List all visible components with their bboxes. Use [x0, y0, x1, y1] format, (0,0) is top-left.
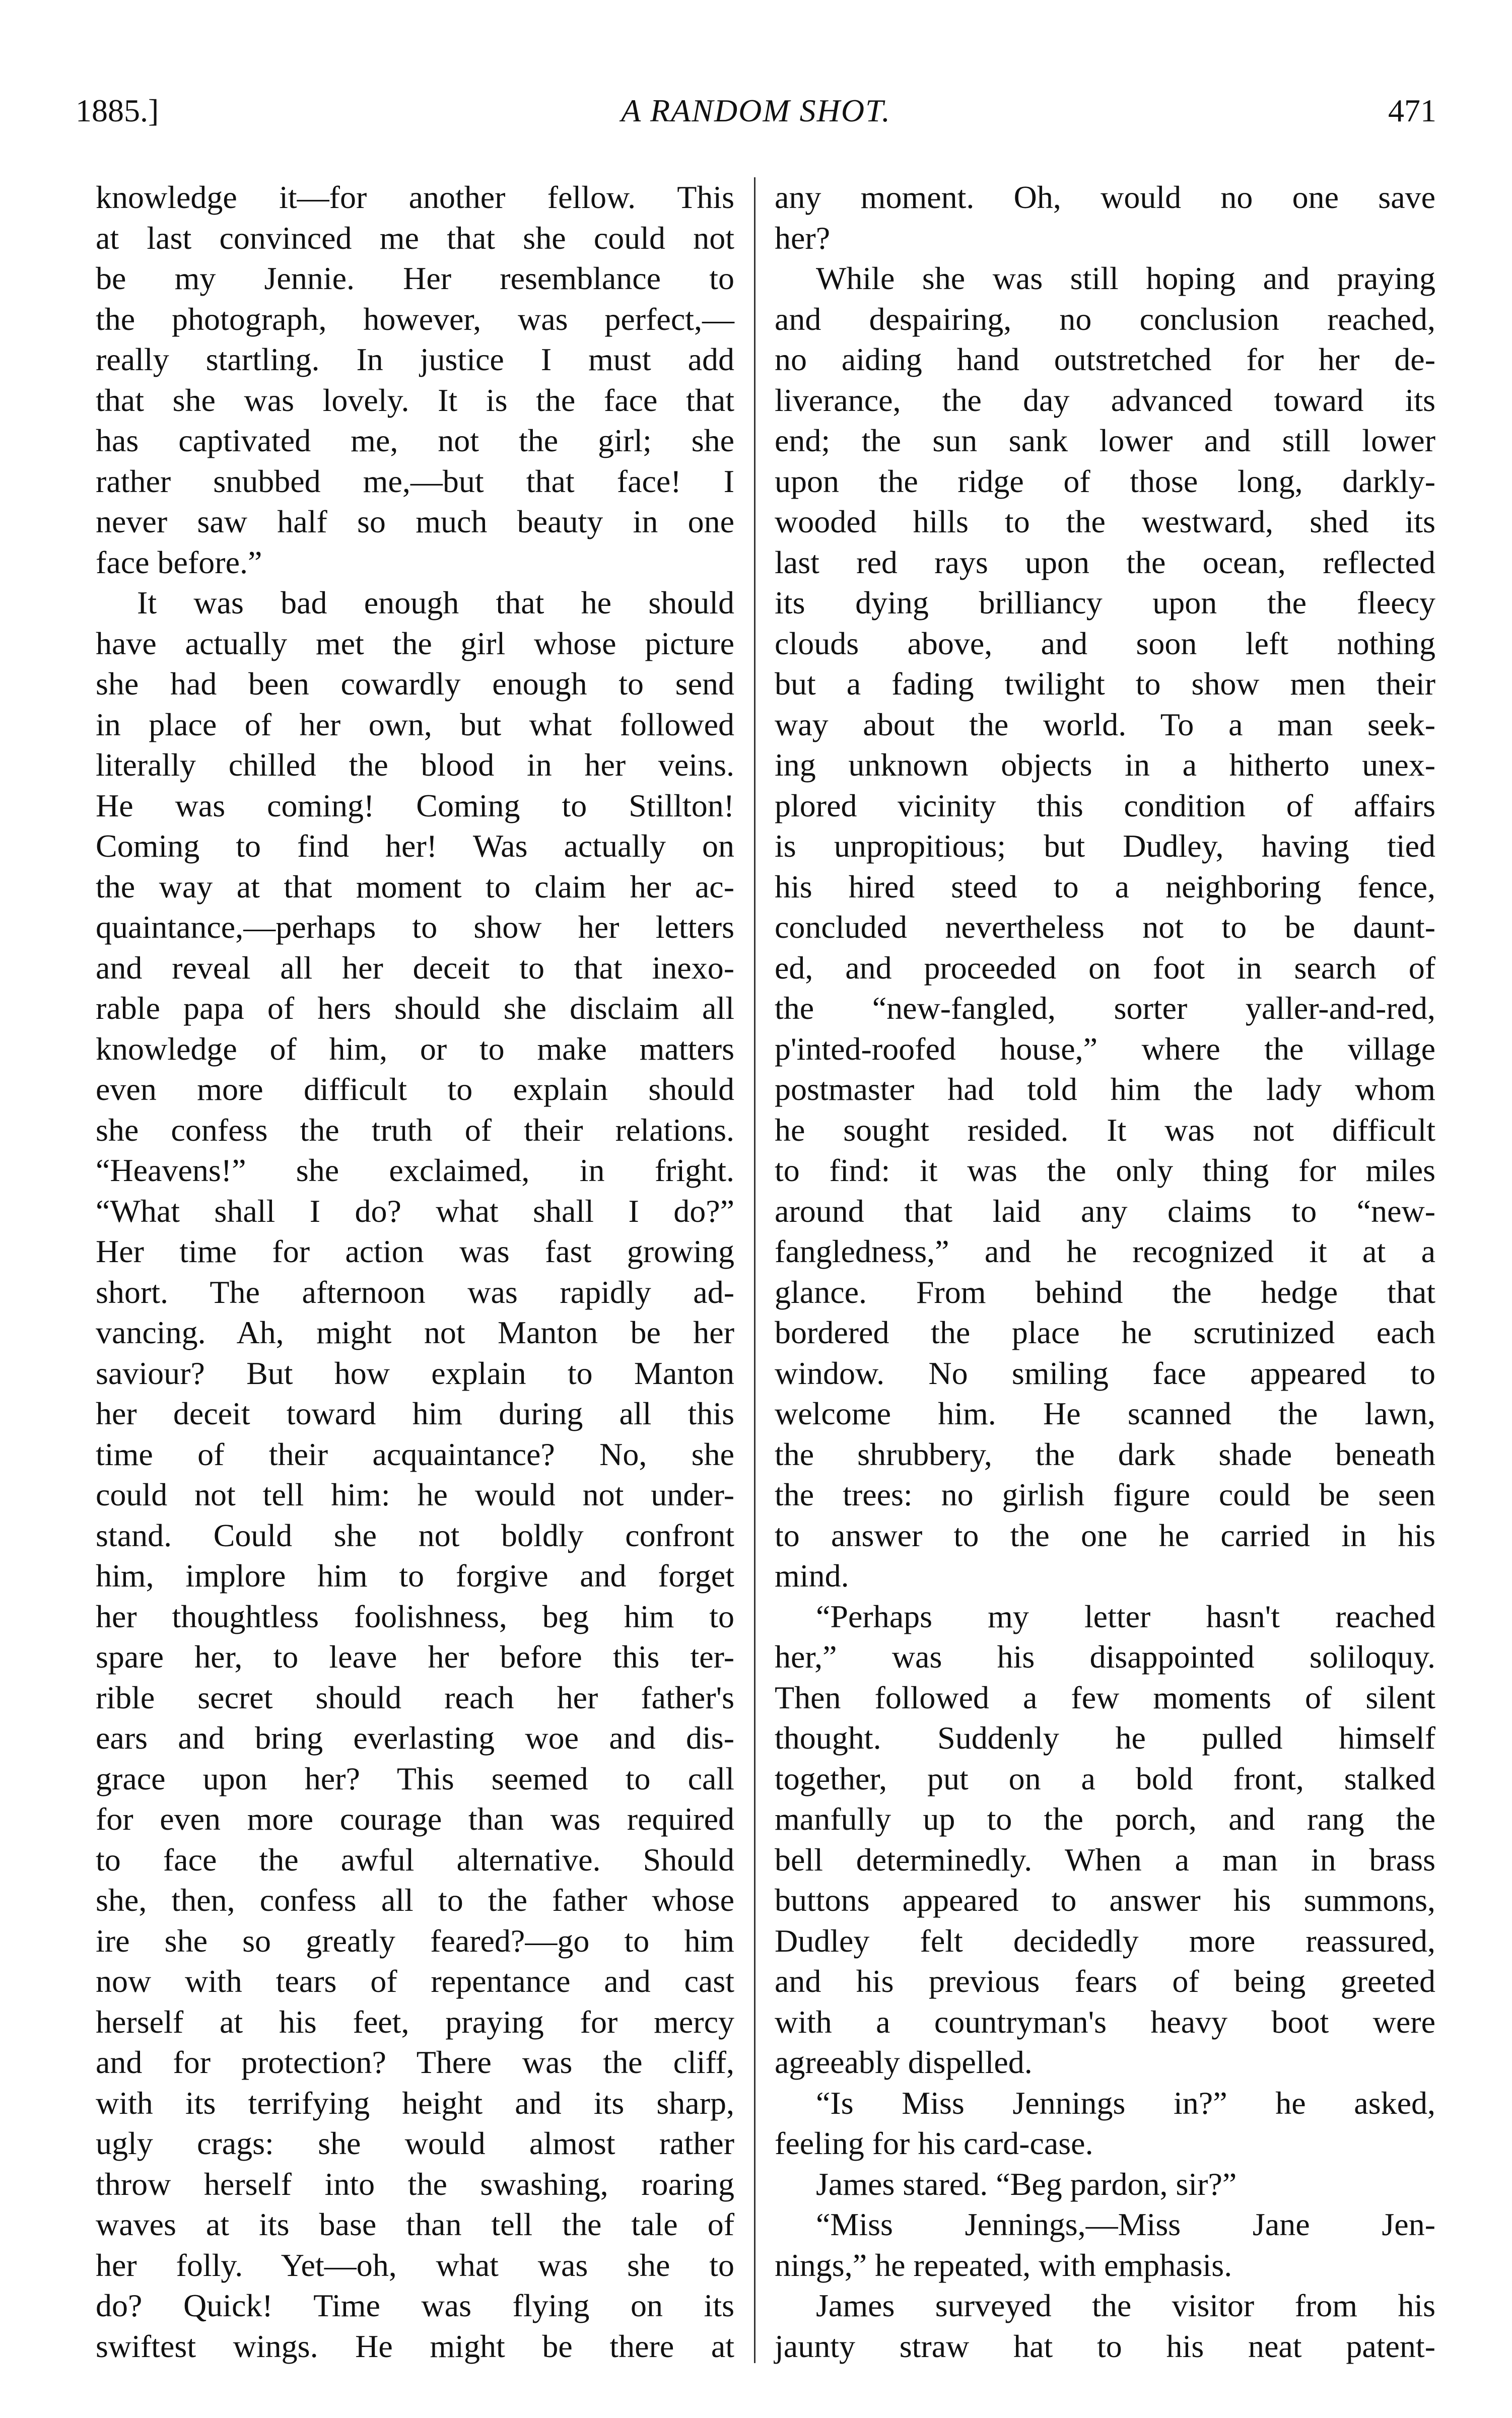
- text-line: rable papa of hers should she disclaim all: [96, 990, 734, 1026]
- text-line: plored vicinity this condition of affairs: [775, 787, 1435, 823]
- text-line: with its terrifying height and its sharp,: [96, 2085, 734, 2121]
- text-line: her deceit toward him during all this: [96, 1396, 734, 1431]
- text-line: him, implore him to forgive and forget: [96, 1558, 734, 1594]
- text-line: ire she so greatly feared?—go to him: [96, 1922, 734, 1959]
- text-line: way about the world. To a man seek-: [775, 706, 1435, 742]
- text-line: jaunty straw hat to his neat patent-: [775, 2328, 1435, 2364]
- text-line: be my Jennie. Her resemblance to: [96, 260, 734, 296]
- text-line: window. No smiling face appeared to: [775, 1355, 1435, 1391]
- text-line: her?: [775, 220, 831, 256]
- text-line: that she was lovely. It is the face that: [96, 382, 734, 418]
- text-line: fangledness,” and he recognized it at a: [775, 1233, 1435, 1269]
- text-line: “Perhaps my letter hasn't reached: [816, 1598, 1435, 1634]
- text-line: the shrubbery, the dark shade beneath: [775, 1436, 1435, 1472]
- text-line: bordered the place he scrutinized each: [775, 1315, 1435, 1350]
- text-line: but a fading twilight to show men their: [775, 666, 1435, 702]
- text-line: her folly. Yet—oh, what was she to: [96, 2247, 734, 2283]
- text-line: she had been cowardly enough to send: [96, 666, 734, 702]
- text-line: spare her, to leave her before this ter-: [96, 1639, 734, 1675]
- text-line: “Heavens!” she exclaimed, in fright.: [96, 1152, 734, 1188]
- text-line: thought. Suddenly he pulled himself: [775, 1720, 1435, 1756]
- text-line: clouds above, and soon left nothing: [775, 625, 1435, 661]
- text-line: nings,” he repeated, with emphasis.: [775, 2247, 1232, 2283]
- text-line: has captivated me, not the girl; she: [96, 423, 734, 458]
- running-head-title: A RANDOM SHOT.: [621, 93, 891, 128]
- text-line: at last convinced me that she could not: [96, 220, 734, 256]
- text-line: saviour? But how explain to Manton: [96, 1355, 734, 1391]
- text-line: she, then, confess all to the father whose: [96, 1882, 734, 1918]
- text-line: knowledge of him, or to make matters: [96, 1030, 734, 1067]
- text-line: throw herself into the swashing, roaring: [96, 2166, 734, 2202]
- text-line: Dudley felt decidedly more reassured,: [775, 1922, 1435, 1959]
- text-line: to answer to the one he carried in his: [775, 1517, 1435, 1553]
- text-line: James surveyed the visitor from his: [816, 2288, 1435, 2323]
- text-line: rible secret should reach her father's: [96, 1679, 734, 1715]
- text-line: glance. From behind the hedge that: [775, 1274, 1435, 1310]
- text-line: any moment. Oh, would no one save: [775, 179, 1435, 215]
- text-line: ears and bring everlasting woe and dis-: [96, 1720, 734, 1756]
- text-line: “What shall I do? what shall I do?”: [96, 1193, 734, 1229]
- text-line: time of their acquaintance? No, she: [96, 1436, 734, 1472]
- text-line: “Is Miss Jennings in?” he asked,: [816, 2085, 1435, 2121]
- text-line: never saw half so much beauty in one: [96, 504, 734, 539]
- text-line: feeling for his card-case.: [775, 2125, 1093, 2161]
- text-line: is unpropitious; but Dudley, having tied: [775, 828, 1435, 864]
- text-line: its dying brilliancy upon the fleecy: [775, 585, 1435, 620]
- text-line: could not tell him: he would not under-: [96, 1477, 734, 1512]
- text-line: herself at his feet, praying for mercy: [96, 2004, 734, 2040]
- text-line: do? Quick! Time was flying on its: [96, 2288, 734, 2323]
- text-line: for even more courage than was required: [96, 1801, 734, 1837]
- text-line: agreeably dispelled.: [775, 2044, 1033, 2080]
- text-line: end; the sun sank lower and still lower: [775, 423, 1435, 458]
- text-line: and his previous fears of being greeted: [775, 1963, 1435, 1999]
- text-line: literally chilled the blood in her veins.: [96, 747, 734, 783]
- text-line: ing unknown objects in a hitherto unex-: [775, 747, 1435, 783]
- text-line: grace upon her? This seemed to call: [96, 1760, 734, 1797]
- text-line: no aiding hand outstretched for her de-: [775, 341, 1435, 377]
- text-line: she confess the truth of their relations.: [96, 1112, 734, 1148]
- text-line: Then followed a few moments of silent: [775, 1679, 1435, 1715]
- text-line: p'inted-roofed house,” where the village: [775, 1030, 1435, 1067]
- text-line: concluded nevertheless not to be daunt-: [775, 909, 1435, 945]
- running-head-year: 1885.]: [76, 93, 159, 128]
- text-line: to face the awful alternative. Should: [96, 1841, 734, 1878]
- text-line: manfully up to the porch, and rang the: [775, 1801, 1435, 1837]
- text-line: liverance, the day advanced toward its: [775, 382, 1435, 418]
- text-line: really startling. In justice I must add: [96, 341, 734, 377]
- text-line: postmaster had told him the lady whom: [775, 1071, 1435, 1107]
- text-line: he sought resided. It was not difficult: [775, 1112, 1435, 1148]
- text-line: bell determinedly. When a man in brass: [775, 1841, 1435, 1878]
- text-line: upon the ridge of those long, darkly-: [775, 463, 1435, 499]
- text-line: her,” was his disappointed soliloquy.: [775, 1639, 1435, 1675]
- text-line: “Miss Jennings,—Miss Jane Jen-: [816, 2206, 1435, 2242]
- text-line: ed, and proceeded on foot in search of: [775, 949, 1435, 986]
- text-line: around that laid any claims to “new-: [775, 1193, 1435, 1229]
- text-line: rather snubbed me,—but that face! I: [96, 463, 734, 499]
- text-line: in place of her own, but what followed: [96, 706, 734, 742]
- text-line: He was coming! Coming to Stillton!: [96, 787, 734, 823]
- text-line: It was bad enough that he should: [137, 585, 734, 620]
- text-line: his hired steed to a neighboring fence,: [775, 868, 1435, 905]
- text-line: buttons appeared to answer his summons,: [775, 1882, 1435, 1918]
- text-line: mind.: [775, 1558, 849, 1594]
- text-line: While she was still hoping and praying: [816, 260, 1435, 296]
- text-line: even more difficult to explain should: [96, 1071, 734, 1107]
- text-line: and for protection? There was the cliff,: [96, 2044, 734, 2080]
- text-line: ugly crags: she would almost rather: [96, 2125, 734, 2161]
- text-line: have actually met the girl whose picture: [96, 625, 734, 661]
- text-line: with a countryman's heavy boot were: [775, 2004, 1435, 2040]
- text-line: last red rays upon the ocean, reflected: [775, 544, 1435, 580]
- text-line: wooded hills to the westward, shed its: [775, 504, 1435, 539]
- text-line: James stared. “Beg pardon, sir?”: [816, 2166, 1237, 2202]
- text-line: to find: it was the only thing for miles: [775, 1152, 1435, 1188]
- text-line: Her time for action was fast growing: [96, 1233, 734, 1269]
- right-text-column: [775, 177, 1435, 2367]
- text-line: and despairing, no conclusion reached,: [775, 301, 1435, 337]
- text-line: swiftest wings. He might be there at: [96, 2328, 734, 2364]
- text-line: together, put on a bold front, stalked: [775, 1760, 1435, 1797]
- page-number: 471: [1388, 93, 1436, 128]
- text-line: and reveal all her deceit to that inexo-: [96, 949, 734, 986]
- text-line: the photograph, however, was perfect,—: [96, 301, 734, 337]
- text-line: her thoughtless foolishness, beg him to: [96, 1598, 734, 1634]
- text-line: knowledge it—for another fellow. This: [96, 179, 734, 215]
- text-line: the way at that moment to claim her ac-: [96, 868, 734, 905]
- text-line: face before.”: [96, 544, 262, 580]
- text-line: quaintance,—perhaps to show her letters: [96, 909, 734, 945]
- text-line: short. The afternoon was rapidly ad-: [96, 1274, 734, 1310]
- text-line: Coming to find her! Was actually on: [96, 828, 734, 864]
- text-line: now with tears of repentance and cast: [96, 1963, 734, 1999]
- text-line: waves at its base than tell the tale of: [96, 2206, 734, 2242]
- text-line: stand. Could she not boldly confront: [96, 1517, 734, 1553]
- column-divider: [754, 177, 755, 2363]
- text-line: vancing. Ah, might not Manton be her: [96, 1315, 734, 1350]
- text-line: welcome him. He scanned the lawn,: [775, 1396, 1435, 1431]
- left-text-column: [96, 177, 734, 2367]
- text-line: the “new-fangled, sorter yaller-and-red,: [775, 990, 1435, 1026]
- text-line: the trees: no girlish figure could be seen: [775, 1477, 1435, 1512]
